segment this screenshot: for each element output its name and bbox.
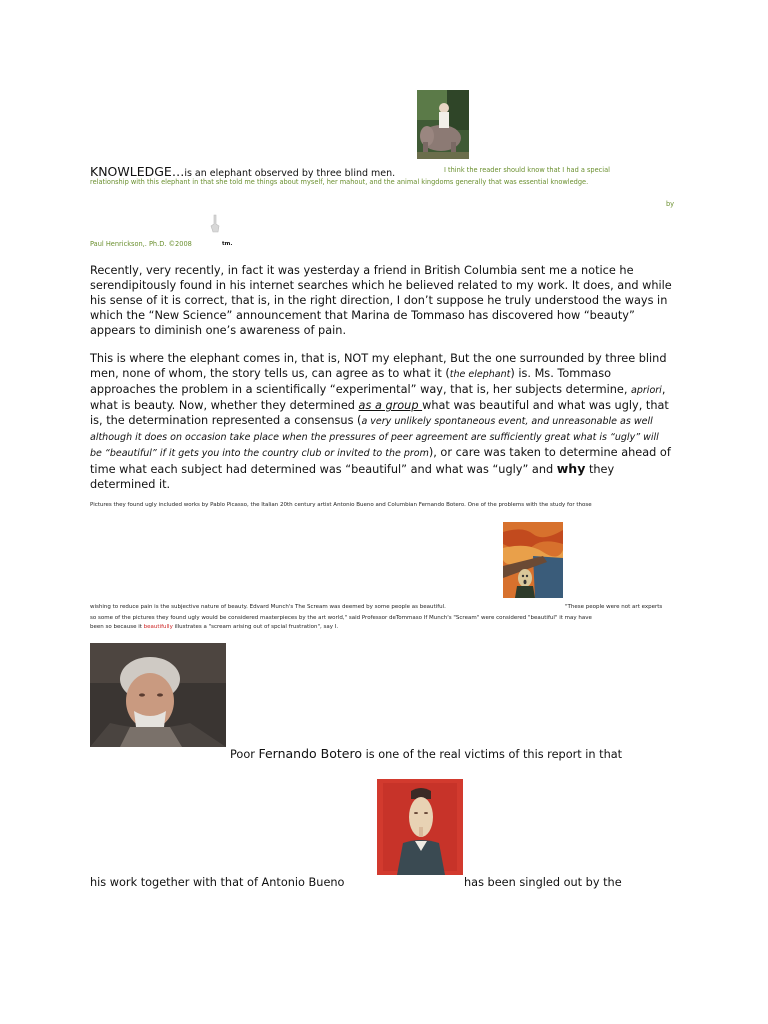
note-masterpieces: so some of the pictures they found ugly would be considered masterpieces by the art world," said Professor deTommaso If Munch's "Scream" were considered "beautiful" it may have [90,615,592,621]
paragraph-elephant: This is where the elephant comes in, that is, NOT my elephant, But the one surrounded by three blind men, none of whom, the story tells us, can agree as to what it (the elephant) is. Ms. Tommaso approaches the problem in a scientifically “experimental” way, that is, her subjects determine, apriori, what is beauty. Now, whether they determined as a group what was beautiful and what was ugly, that is, the determination represented a consensus (a very unlikely spontaneous event, and unreasonable as well although it does on occasion take place when the pressures of peer agreement are sufficiently great what is “ugly” will be “beautiful” if it gets you into the country club or invited to the prom), or care was taken to determine ahead of time what each subject had determined was “beautiful” and what was “ugly” and why they determined it. [90,352,671,491]
note-quote-start: "These people were not art experts [565,604,663,610]
author-credit: Paul Henrickson,. Ph.D. ©2008 [90,240,192,248]
trademark: tm. [222,241,233,247]
scream-painting [503,522,563,598]
paragraph-intro: Recently, very recently, in fact it was yesterday a friend in British Columbia sent me a notice he serendipitously found in his internet searches which he believed related to my work. It does, and while his sense of it is correct, that is, in the right direction, I don’t suppose he truly understood the ways in which the “New Science” announcement that Marina de Tommaso has discovered how “beauty” appears to diminish one’s awareness of pain. [90,264,672,337]
botero-photo [90,643,226,747]
page-title: KNOWLEDGE… [90,164,185,179]
by-label: by [666,200,675,208]
bueno-painting [377,779,463,875]
botero-caption: Poor Fernando Botero is one of the real victims of this report in that [230,746,623,761]
note-beautifully: been so because it beautifully illustrates a "scream arising out of spcial frustration", say I. [90,624,339,630]
author-note-line1: I think the reader should know that I had a special [444,166,610,174]
bueno-caption-left: his work together with that of Antonio Bueno [90,876,345,889]
author-note-line2: relationship with this elephant in that she told me things about myself, her mahout, and the animal kingdoms generally that was essential knowledge. [90,178,589,186]
bueno-caption-right: has been singled out by the [464,876,622,889]
note-subjective-beauty: wishing to reduce pain is the subjective nature of beauty. Edvard Munch's The Scream was deemed by some people as beautiful. [90,604,446,610]
title-subtitle: is an elephant observed by three blind men. [184,168,396,179]
elephant-photo [417,90,469,159]
note-pictures-ugly: Pictures they found ugly included works by Pablo Picasso, the Italian 20th century artist Antonio Bueno and Columbian Fernando Botero. One of the problems with the study for those [90,502,592,508]
pointer-hand-icon [208,214,222,234]
